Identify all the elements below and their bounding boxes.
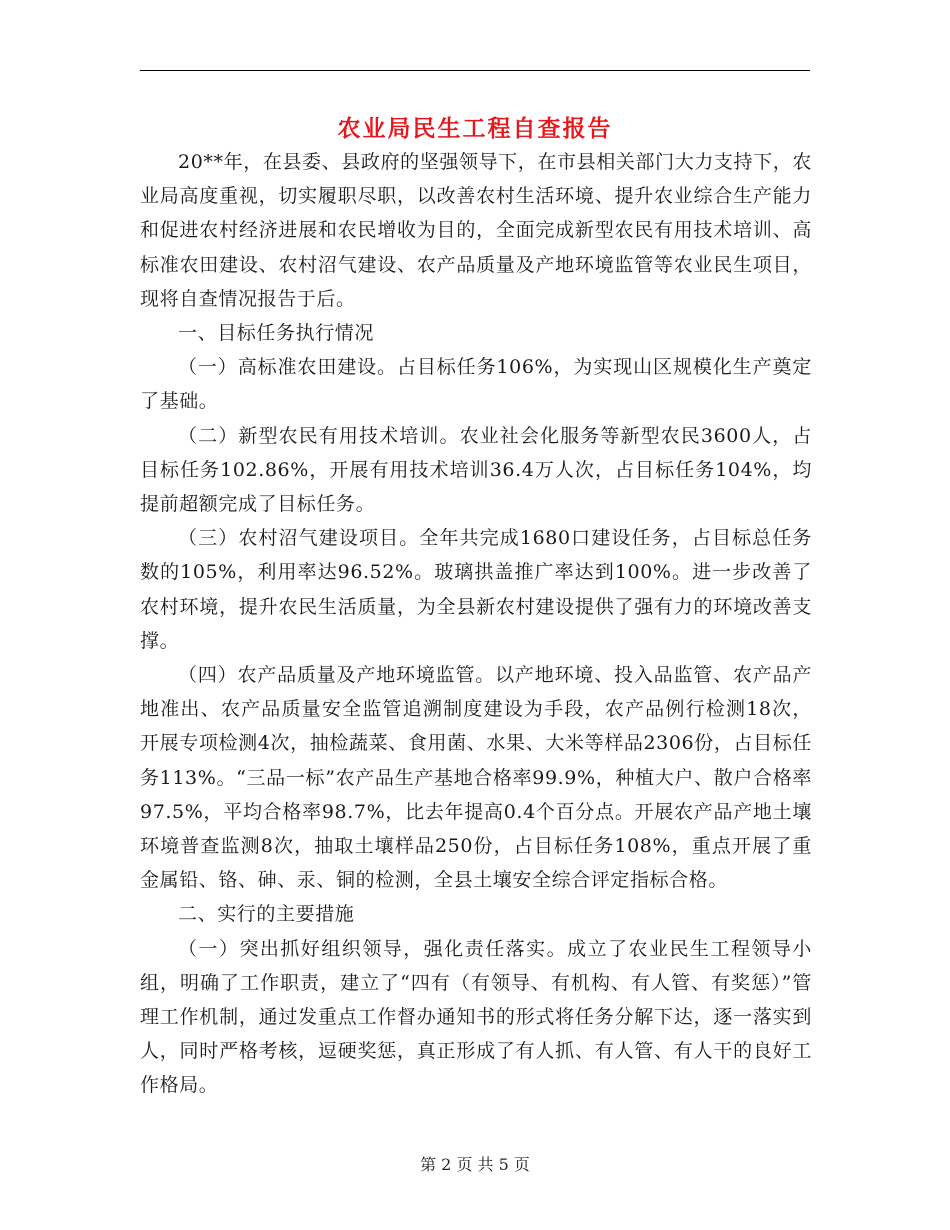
section-heading-2: 二、实行的主要措施 <box>178 903 355 926</box>
paragraph-quality-supervision: （四）农产品质量及产地环境监管。以产地环境、投入品监管、农产品产地准出、农产品质量安全监管追溯制度建设为手段，农产品例行检测18次，开展专项检测4次，抽检蔬菜、食用菌、水果、大米等样品2306份，占目标任务113%。“三品一标”农产品生产基地合格率99.9%，种植大户、散户合格率97.5%，平均合格率98.7%，比去年提高0.4个百分点。开展农产品产地土壤环境普查监测8次，抽取土壤样品250份，占目标任务108%，重点开展了重金属铅、铬、砷、汞、铜的检测，全县土壤安全综合评定指标合格。 <box>140 664 812 892</box>
paragraph-leadership: （一）突出抓好组织领导，强化责任落实。成立了农业民生工程领导小组，明确了工作职责，建立了“四有（有领导、有机构、有人管、有奖惩）”管理工作机制，通过发重点工作督办通知书的形式将任务分解下达，逐一落实到人，同时严格考核，逗硬奖惩，真正形成了有人抓、有人管、有人干的良好工作格局。 <box>140 937 812 1097</box>
document-body <box>140 145 812 1103</box>
page-footer: 第 2 页 共 5 页 <box>420 1155 530 1174</box>
intro-paragraph: 20**年，在县委、县政府的坚强领导下，在市县相关部门大力支持下，农业局高度重视，切实履职尽职，以改善农村生活环境、提升农业综合生产能力和促进农村经济进展和农民增收为目的，全面完成新型农民有用技术培训、高标准农田建设、农村沼气建设、农产品质量及产地环境监管等农业民生项目，现将自查情况报告于后。 <box>140 151 812 310</box>
document-title: 农业局民生工程自查报告 <box>337 116 613 142</box>
paragraph-biogas: （三）农村沼气建设项目。全年共完成1680口建设任务，占目标总任务数的105%，利用率达96.52%。玻璃拱盖推广率达到100%。进一步改善了农村环境，提升农民生活质量，为全县新农村建设提供了强有力的环境改善支撑。 <box>140 527 812 652</box>
paragraph-farmland: （一）高标准农田建设。占目标任务106%，为实现山区规模化生产奠定了基础。 <box>140 356 812 413</box>
section-heading-1: 一、目标任务执行情况 <box>178 322 375 345</box>
header-rule <box>140 70 810 71</box>
paragraph-training: （二）新型农民有用技术培训。农业社会化服务等新型农民3600人，占目标任务102.86%，开展有用技术培训36.4万人次，占目标任务104%，均提前超额完成了目标任务。 <box>140 424 812 516</box>
